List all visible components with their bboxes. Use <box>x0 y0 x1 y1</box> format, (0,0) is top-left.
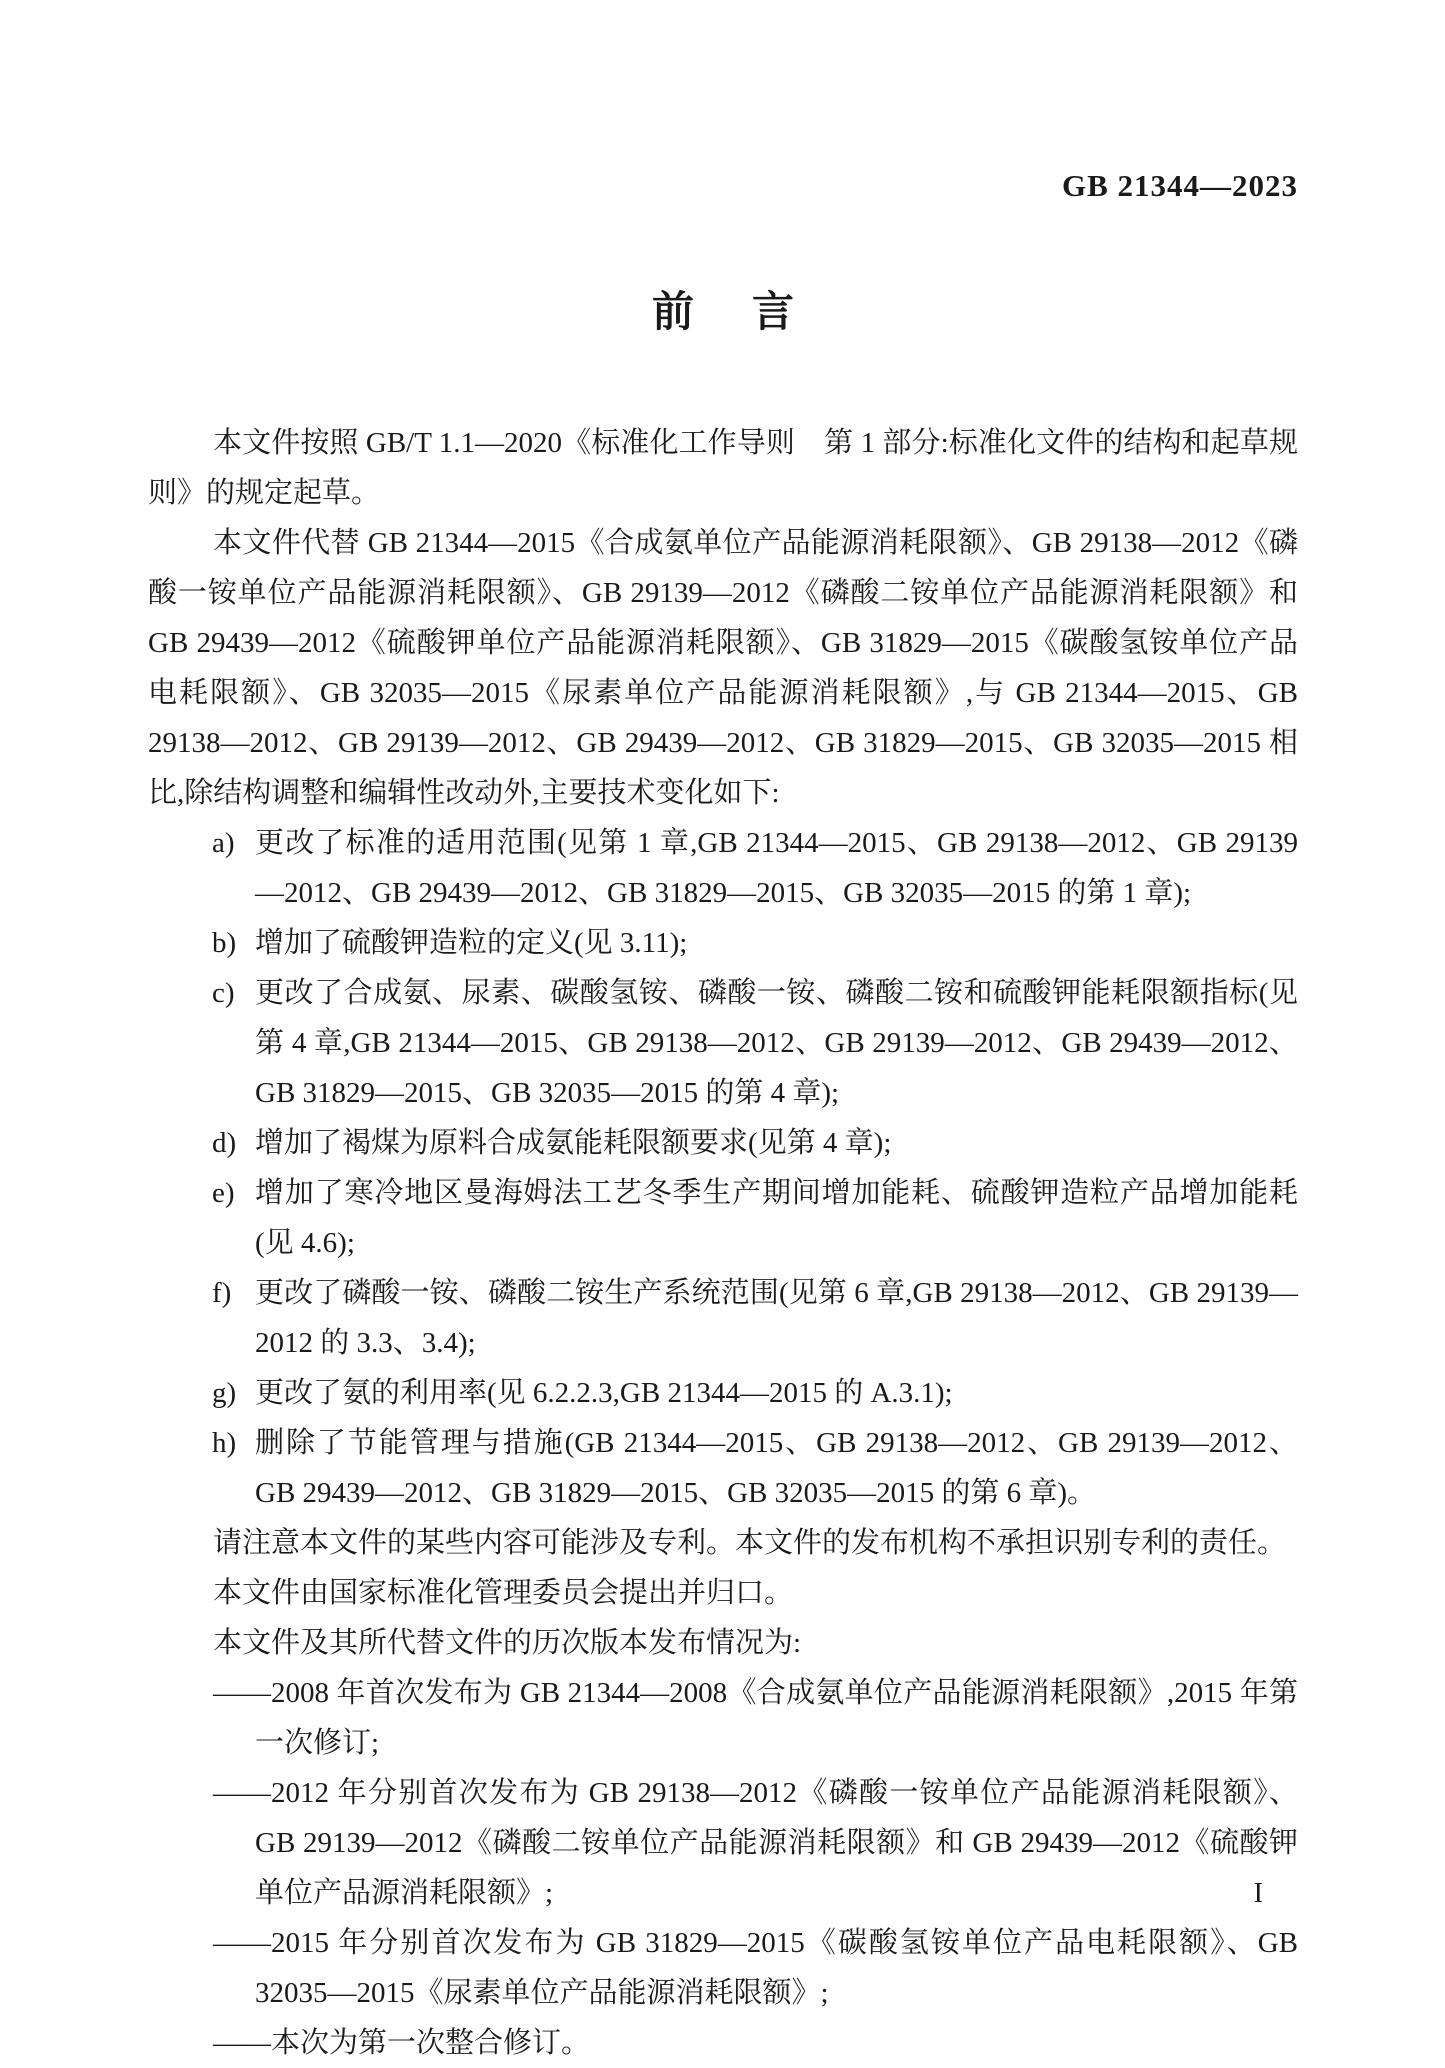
change-text: 更改了氨的利用率(见 6.2.2.3,GB 21344—2015 的 A.3.1); <box>255 1377 953 1409</box>
change-label: g) <box>212 1377 237 1409</box>
change-label: c) <box>212 977 235 1009</box>
change-item <box>148 1368 1298 1418</box>
history-list <box>148 1668 1298 2068</box>
change-item <box>148 1418 1298 1518</box>
paragraph-drafting-basis: 本文件按照 GB/T 1.1—2020《标准化工作导则 第 1 部分:标准化文件的结构和起草规则》的规定起草。 <box>148 427 1298 509</box>
change-text: 增加了寒冷地区曼海姆法工艺冬季生产期间增加能耗、硫酸钾造粒产品增加能耗(见 4.6); <box>255 1177 1298 1259</box>
foreword-title <box>148 288 1298 338</box>
foreword-title-char-2: 言 <box>752 290 795 336</box>
change-item <box>148 1168 1298 1268</box>
history-item: ——2015 年分别首次发布为 GB 31829—2015《碳酸氢铵单位产品电耗限额》、GB 32035—2015《尿素单位产品能源消耗限额》; <box>213 1927 1298 2009</box>
history-item: ——2008 年首次发布为 GB 21344—2008《合成氨单位产品能源消耗限额》,2015 年第一次修订; <box>213 1677 1298 1759</box>
issuer-note: 本文件由国家标准化管理委员会提出并归口。 <box>213 1577 794 1609</box>
history-intro: 本文件及其所代替文件的历次版本发布情况为: <box>213 1627 802 1659</box>
change-text: 增加了硫酸钾造粒的定义(见 3.11); <box>255 927 688 959</box>
change-text: 删除了节能管理与措施(GB 21344—2015、GB 29138—2012、GB 29139—2012、GB 29439—2012、GB 31829—2015、GB 32035—2015 的第 6 章)。 <box>255 1427 1298 1509</box>
paragraph-replacement: 本文件代替 GB 21344—2015《合成氨单位产品能源消耗限额》、GB 29138—2012《磷酸一铵单位产品能源消耗限额》、GB 29139—2012《磷酸二铵单位产品能源消耗限额》和 GB 29439—2012《硫酸钾单位产品能源消耗限额》、GB 31829—2015《碳酸氢铵单位产品电耗限额》、GB 32035—2015《尿素单位产品能源消耗限额》,与 GB 21344—2015、GB 29138—2012、GB 29139—2012、GB 29439—2012、GB 31829—2015、GB 32035—2015 相比,除结构调整和编辑性改动外,主要技术变化如下: <box>148 527 1298 809</box>
change-text: 更改了磷酸一铵、磷酸二铵生产系统范围(见第 6 章,GB 29138—2012、GB 29139—2012 的 3.3、3.4); <box>255 1277 1298 1359</box>
page-content <box>148 0 1298 2068</box>
change-label: d) <box>212 1127 237 1159</box>
change-label: a) <box>212 827 235 859</box>
page-number: I <box>1253 1878 1263 1909</box>
change-label: b) <box>212 927 237 959</box>
standard-code: GB 21344—2023 <box>1061 168 1298 203</box>
change-item <box>148 918 1298 968</box>
change-item <box>148 818 1298 918</box>
change-label: f) <box>212 1277 232 1309</box>
change-item <box>148 968 1298 1118</box>
change-text: 更改了合成氨、尿素、碳酸氢铵、磷酸一铵、磷酸二铵和硫酸钾能耗限额指标(见第 4 章,GB 21344—2015、GB 29138—2012、GB 29139—2012、GB 29439—2012、GB 31829—2015、GB 32035—2015 的第 4 章); <box>255 977 1298 1109</box>
history-item: ——本次为第一次整合修订。 <box>213 2027 591 2059</box>
foreword-body <box>148 418 1298 2068</box>
patent-note: 请注意本文件的某些内容可能涉及专利。本文件的发布机构不承担识别专利的责任。 <box>213 1527 1287 1559</box>
foreword-title-char-1: 前 <box>651 290 694 336</box>
change-item <box>148 1118 1298 1168</box>
change-label: e) <box>212 1177 235 1209</box>
change-item <box>148 1268 1298 1368</box>
change-label: h) <box>212 1427 237 1459</box>
changes-list <box>148 818 1298 1518</box>
change-text: 增加了褐煤为原料合成氨能耗限额要求(见第 4 章); <box>255 1127 892 1159</box>
history-item: ——2012 年分别首次发布为 GB 29138—2012《磷酸一铵单位产品能源消耗限额》、GB 29139—2012《磷酸二铵单位产品能源消耗限额》和 GB 29439—2012《硫酸钾单位产品源消耗限额》; <box>213 1777 1298 1909</box>
change-text: 更改了标准的适用范围(见第 1 章,GB 21344—2015、GB 29138—2012、GB 29139—2012、GB 29439—2012、GB 31829—2015、GB 32035—2015 的第 1 章); <box>255 827 1298 909</box>
